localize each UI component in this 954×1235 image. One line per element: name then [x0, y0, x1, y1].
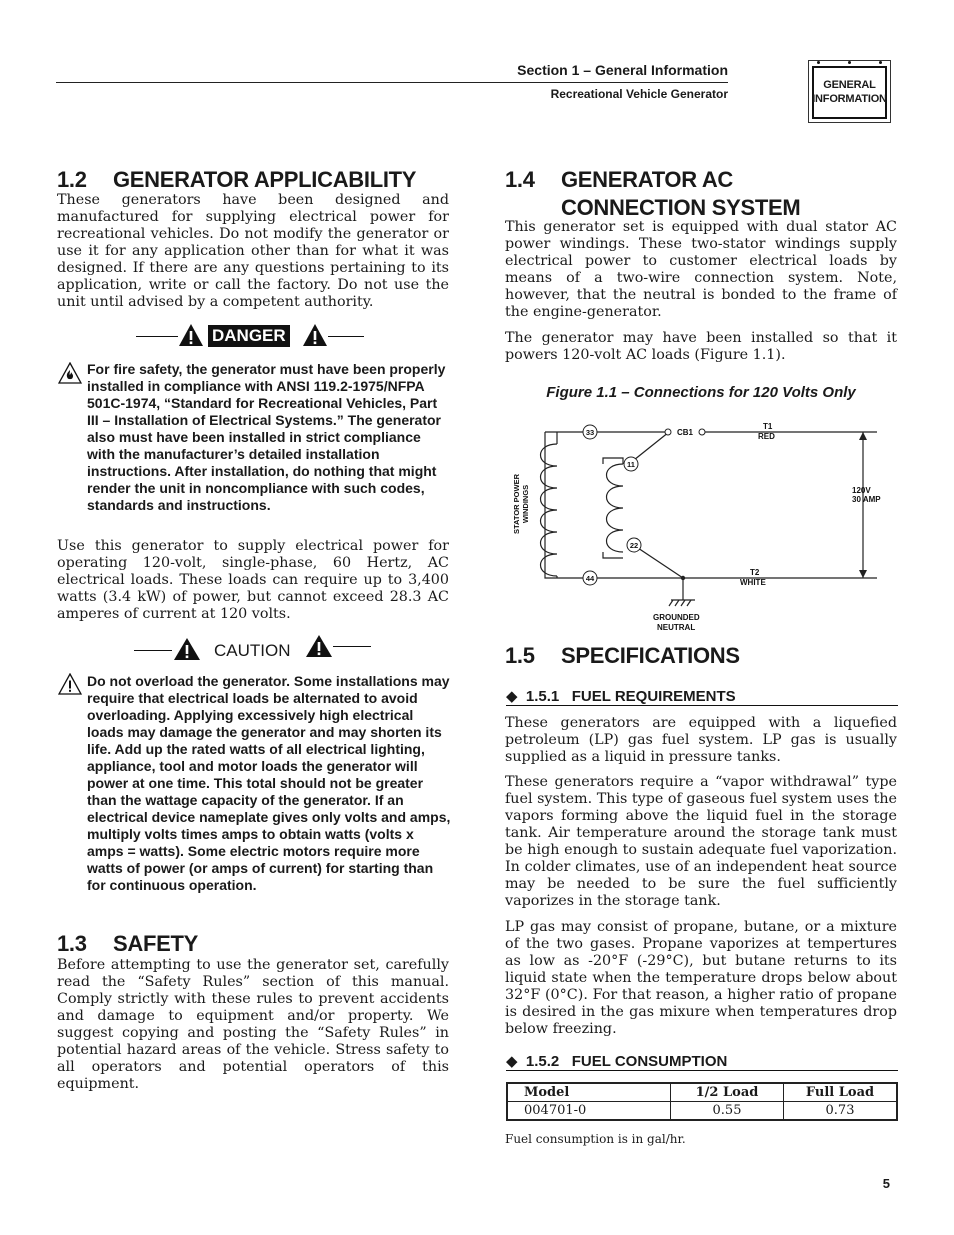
- danger-rule-left: [136, 336, 178, 337]
- warning-triangle-icon: [173, 637, 201, 661]
- header-rule: [56, 82, 728, 83]
- t2-label: T2: [750, 568, 760, 577]
- terminal-44-label: 44: [585, 574, 595, 583]
- danger-rule-right: [328, 336, 364, 337]
- neutral-label: NEUTRAL: [657, 623, 696, 632]
- danger-text: For fire safety, the generator must have been properly installed in compliance with ANSI 119.2-1975/NFPA 501C-1974, “Standard for Recreational Vehicles, Part III – Installation of Electrical Systems.” The generator also must have been installed in strict compliance with the manufacturer’s detailed installation instructions. After installation, do nothing that might render the unit in noncompliance with such codes, standards and instructions.: [87, 361, 446, 513]
- fuel-paragraph-2: These generators require a “vapor withdrawal” type fuel system. This type of gaseous fuel system uses the vapors forming above the liquid fuel in the storage tank. Air temperature around the storage tank must be high enough to sustain adequate fuel vaporization. In colder climates, use of an independent heat source may be needed to be sure the fuel sufficiently vaporizes in the storage tank.: [505, 774, 897, 909]
- voltage-label: 120V: [852, 486, 871, 495]
- terminal-22-label: 22: [629, 541, 639, 550]
- fire-hazard-icon: [58, 362, 82, 384]
- ac-connection-paragraph: This generator set is equipped with dual stator AC power windings. These two-stator windings supply electrical power to customer electrical loads by means of a two-wire connection system. Note, however, that the neutral is bonded to the frame of the engine-generator.: [505, 219, 897, 320]
- caution-rule-right: [333, 646, 371, 647]
- table-header-cell: Full Load: [784, 1083, 898, 1102]
- badge-dot: [879, 61, 882, 64]
- terminal-11-label: 11: [627, 460, 635, 469]
- caution-triangle-icon: [58, 673, 82, 695]
- table-header-cell: Model: [507, 1083, 671, 1102]
- figure-caption: Figure 1.1 – Connections for 120 Volts Only: [546, 384, 856, 401]
- table-header-cell: 1/2 Load: [671, 1083, 784, 1102]
- caution-text: Do not overload the generator. Some installations may require that electrical loads be alternated to avoid overloading. Applying excessively high electrical loads may damage the generator and may shorten its life. Add up the rated watts of all electrical lighting, appliance, tool and motor loads the generator will power at one time. This total should not be greater than the wattage capacity of the generator. If an electrical device nameplate gives only volts and amps, multiply volts times amps to obtain watts (volts x amps = watts). Some electric motors require more watts of power (or amps of current) for starting than for continuous operation.: [87, 673, 451, 893]
- stator-label-line2: WINDINGS: [521, 484, 530, 524]
- safety-paragraph: Before attempting to use the generator set, carefully read the “Safety Rules” section of this manual. Comply strictly with these rules to prevent accidents and damage to equipment and/or property. We suggest copying and posting the “Safety Rules” in potential hazard areas of the vehicle. Stress safety to all operators and potential operators of this equipment.: [57, 957, 449, 1092]
- warning-triangle-icon: [305, 634, 333, 658]
- page-number: 5: [882, 1176, 890, 1191]
- badge-dot: [848, 61, 851, 64]
- danger-label: DANGER: [208, 325, 290, 347]
- cb1-label: CB1: [677, 428, 694, 437]
- diamond-bullet-icon: ◆: [506, 688, 518, 705]
- table-row: [507, 1102, 897, 1121]
- heading-1-5: 1.5 SPECIFICATIONS: [505, 643, 740, 668]
- badge-dot: [817, 61, 820, 64]
- table-header-row: [507, 1083, 897, 1102]
- subheading-fuel-consumption: ◆ 1.5.2 FUEL CONSUMPTION: [506, 1053, 728, 1070]
- stator-label-line1: STATOR POWER: [512, 474, 521, 534]
- wiring-diagram: [505, 418, 895, 638]
- fuel-paragraph-1: These generators are equipped with a liquefied petroleum (LP) gas fuel system. LP gas is usually supplied as a liquid in pressure tanks.: [505, 715, 897, 765]
- heading-1-3: 1.3 SAFETY: [57, 931, 198, 956]
- caution-label: CAUTION: [214, 641, 291, 660]
- table-cell: 0.73: [784, 1102, 898, 1121]
- t1-label: T1: [763, 422, 773, 431]
- table-cell: 0.55: [671, 1102, 784, 1121]
- section-title: Section 1 – General Information: [517, 62, 728, 78]
- grounded-label: GROUNDED: [653, 613, 700, 622]
- amperage-label: 30 AMP: [852, 495, 881, 504]
- t2-color-label: WHITE: [740, 578, 766, 587]
- subheading-rule: [506, 705, 898, 706]
- t1-color-label: RED: [758, 432, 775, 441]
- terminal-33-label: 33: [585, 428, 595, 437]
- manual-subtitle: Recreational Vehicle Generator: [550, 87, 728, 101]
- fuel-paragraph-3: LP gas may consist of propane, butane, or a mixture of the two gases. Propane vaporizes at tempertures as low as -20°F (-29°C), but butane returns to its liquid state when the temperature drops below about 32°F (0°C). For that reason, a higher ratio of propane is desired in the gas mixure when temperatures drop below freezing.: [505, 919, 897, 1037]
- fuel-consumption-table: [506, 1082, 898, 1121]
- caution-rule-left: [134, 650, 172, 651]
- applicability-paragraph: These generators have been designed and manufactured for supplying electrical power for recreational vehicles. Do not modify the generator or use it for any application other than for what it was designed. If there are any questions pertaining to its application, write or call the factory. Do not use the unit until advised by a competent authority.: [57, 192, 449, 310]
- table-note: Fuel consumption is in gal/hr.: [505, 1132, 686, 1146]
- subheading-fuel-requirements: ◆ 1.5.1 FUEL REQUIREMENTS: [506, 688, 736, 705]
- load-paragraph: Use this generator to supply electrical power for operating 120-volt, single-phase, 60 Hertz, AC electrical loads. These loads can require up to 3,400 watts (3.4 kW) of power, but cannot exceed 28.3 AC amperes of current at 120 volts.: [57, 538, 449, 622]
- warning-triangle-icon: [178, 323, 204, 347]
- diamond-bullet-icon: ◆: [506, 1053, 518, 1070]
- subheading-rule: [506, 1070, 898, 1071]
- warning-triangle-icon: [302, 323, 328, 347]
- section-badge-label: GENERAL INFORMATION: [812, 79, 887, 105]
- table-cell: 004701-0: [507, 1102, 671, 1121]
- ac-loads-paragraph: The generator may have been installed so that it powers 120-volt AC loads (Figure 1.1).: [505, 330, 897, 363]
- heading-1-2: 1.2 GENERATOR APPLICABILITY: [57, 167, 417, 192]
- heading-1-4: 1.4 GENERATOR AC CONNECTION SYSTEM: [505, 167, 801, 220]
